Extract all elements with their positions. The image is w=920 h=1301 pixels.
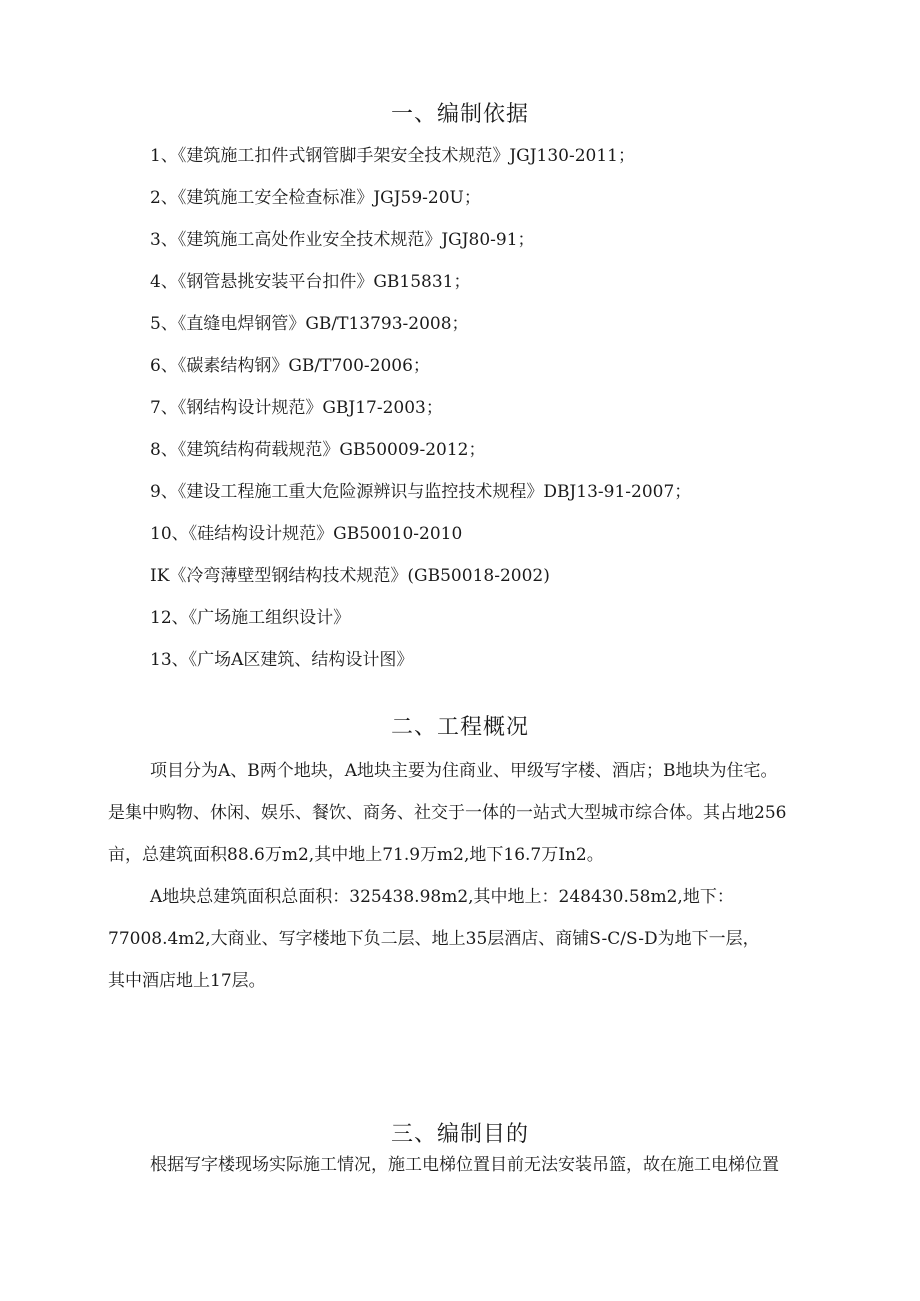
overview-paragraph-line: 是集中购物、休闲、娱乐、餐饮、商务、社交于一体的一站式大型城市综合体。其占地256 — [108, 803, 787, 823]
overview-paragraph-line: 项目分为A、B两个地块，A地块主要为住商业、甲级写字楼、酒店；B地块为住宅。 — [150, 761, 778, 781]
reference-item: IK《冷弯薄壁型钢结构技术规范》(GB50018-2002) — [150, 566, 550, 586]
section-heading-overview: 二、工程概况 — [390, 715, 529, 740]
reference-item: 7、《钢结构设计规范》GBJ17-2003； — [150, 398, 443, 418]
section-heading-basis: 一、编制依据 — [390, 102, 529, 127]
overview-paragraph-line: 77008.4m2,大商业、写字楼地下负二层、地上35层酒店、商铺S-C/S-D为地下一层， — [108, 929, 760, 949]
reference-item: 13、《广场A区建筑、结构设计图》 — [150, 650, 414, 670]
overview-paragraph-line: A地块总建筑面积总面积：325438.98m2,其中地上：248430.58m2,地下： — [150, 887, 734, 907]
overview-paragraph-line: 其中酒店地上17层。 — [108, 971, 266, 991]
reference-item: 10、《硅结构设计规范》GB50010-2010 — [150, 524, 463, 544]
reference-item: 3、《建筑施工高处作业安全技术规范》JGJ80-91； — [150, 230, 535, 250]
reference-item: 5、《直缝电焊钢管》GB/T13793-2008； — [150, 314, 469, 334]
reference-item: 1、《建筑施工扣件式钢管脚手架安全技术规范》JGJ130-2011； — [150, 146, 635, 166]
reference-item: 9、《建设工程施工重大危险源辨识与监控技术规程》DBJ13-91-2007； — [150, 482, 692, 502]
reference-item: 2、《建筑施工安全检查标准》JGJ59-20U； — [150, 188, 481, 208]
purpose-paragraph-line: 根据写字楼现场实际施工情况，施工电梯位置目前无法安装吊篮，故在施工电梯位置 — [150, 1155, 779, 1175]
overview-paragraph-line: 亩，总建筑面积88.6万m2,其中地上71.9万m2,地下16.7万In2。 — [108, 845, 604, 865]
reference-item: 12、《广场施工组织设计》 — [150, 608, 351, 628]
reference-item: 8、《建筑结构荷载规范》GB50009-2012； — [150, 440, 486, 460]
reference-item: 4、《钢管悬挑安装平台扣件》GB15831； — [150, 272, 471, 292]
section-heading-purpose: 三、编制目的 — [390, 1122, 529, 1147]
reference-item: 6、《碳素结构钢》GB/T700-2006； — [150, 356, 430, 376]
